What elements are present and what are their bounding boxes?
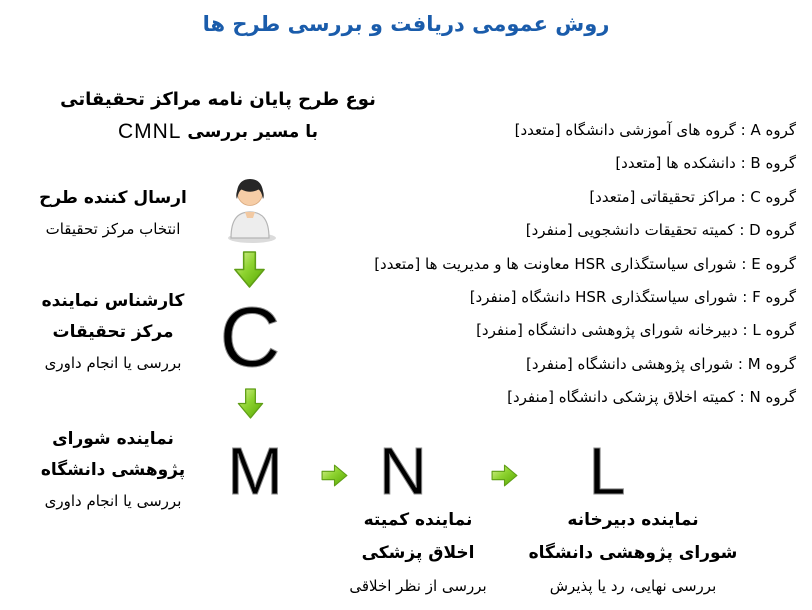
arrow-down-icon <box>232 249 267 290</box>
note-line-2 <box>58 116 378 148</box>
step-2-subtitle: بررسی یا انجام داوری <box>44 354 182 372</box>
note-line-2-fa: با مسیر بررسی <box>187 122 319 142</box>
step-4-title-line-2: اخلاق پزشکی <box>361 543 475 563</box>
step-3-subtitle: بررسی یا انجام داوری <box>44 492 182 510</box>
letter-l: L <box>588 434 626 509</box>
arrow-down-icon <box>236 386 265 421</box>
step-3-title-line-1: نماینده شورای <box>52 429 174 449</box>
arrow-right-icon <box>490 462 519 489</box>
group-item: گروه E : شورای سیاستگذاری HSR معاونت ها و مدیریت ها [متعدد] <box>374 254 796 273</box>
group-item: گروه L : دبیرخانه شورای پژوهشی دانشگاه [منفرد] <box>476 321 796 340</box>
step-3-title-line-2: پژوهشی دانشگاه <box>40 460 186 480</box>
group-item: گروه A : گروه های آموزشی دانشگاه [متعدد] <box>514 121 796 139</box>
note-line-1: نوع طرح پایان نامه مراکز تحقیقاتی <box>60 89 376 110</box>
step-4-subtitle: بررسی از نظر اخلاقی <box>349 577 487 595</box>
step-5-title-line-1: نماینده دبیرخانه <box>567 510 699 530</box>
note-line-2-route-code: CMNL <box>117 120 182 143</box>
step-5-subtitle: بررسی نهایی، رد یا پذیرش <box>549 577 717 595</box>
group-item: گروه F : شورای سیاستگذاری HSR دانشگاه [منفرد] <box>469 288 796 307</box>
group-item: گروه B : دانشکده ها [متعدد] <box>615 154 796 173</box>
group-item: گروه N : کمیته اخلاق پزشکی دانشگاه [منفرد] <box>507 388 796 407</box>
flow-step-1-label <box>8 183 218 245</box>
flow-step-5-label <box>518 504 748 603</box>
arrow-right-icon <box>320 462 349 489</box>
step-1-title: ارسال کننده طرح <box>39 188 187 208</box>
step-1-subtitle: انتخاب مرکز تحقیقات <box>45 220 181 238</box>
flow-step-3-label <box>8 424 218 517</box>
person-icon <box>219 172 281 246</box>
letter-n: N <box>378 434 428 509</box>
flow-step-4-label <box>318 504 518 603</box>
flow-step-2-label <box>8 286 218 379</box>
step-5-title-line-2: شورای پژوهشی دانشگاه <box>528 543 738 563</box>
group-item: گروه M : شورای پژوهشی دانشگاه [منفرد] <box>525 354 796 373</box>
letter-c: C <box>219 290 281 384</box>
group-item: گروه D : کمیته تحقیقات دانشجویی [منفرد] <box>525 221 796 240</box>
group-item: گروه C : مراکز تحقیقاتی [متعدد] <box>589 187 796 206</box>
step-2-title-line-2: مرکز تحقیقات <box>52 322 174 342</box>
page-title: روش عمومی دریافت و بررسی طرح ها <box>202 12 610 36</box>
project-type-note <box>58 84 378 148</box>
letter-m: M <box>227 434 283 509</box>
step-4-title-line-1: نماینده کمیته <box>363 510 473 530</box>
step-2-title-line-1: کارشناس نماینده <box>41 291 185 311</box>
groups-list <box>374 114 796 415</box>
